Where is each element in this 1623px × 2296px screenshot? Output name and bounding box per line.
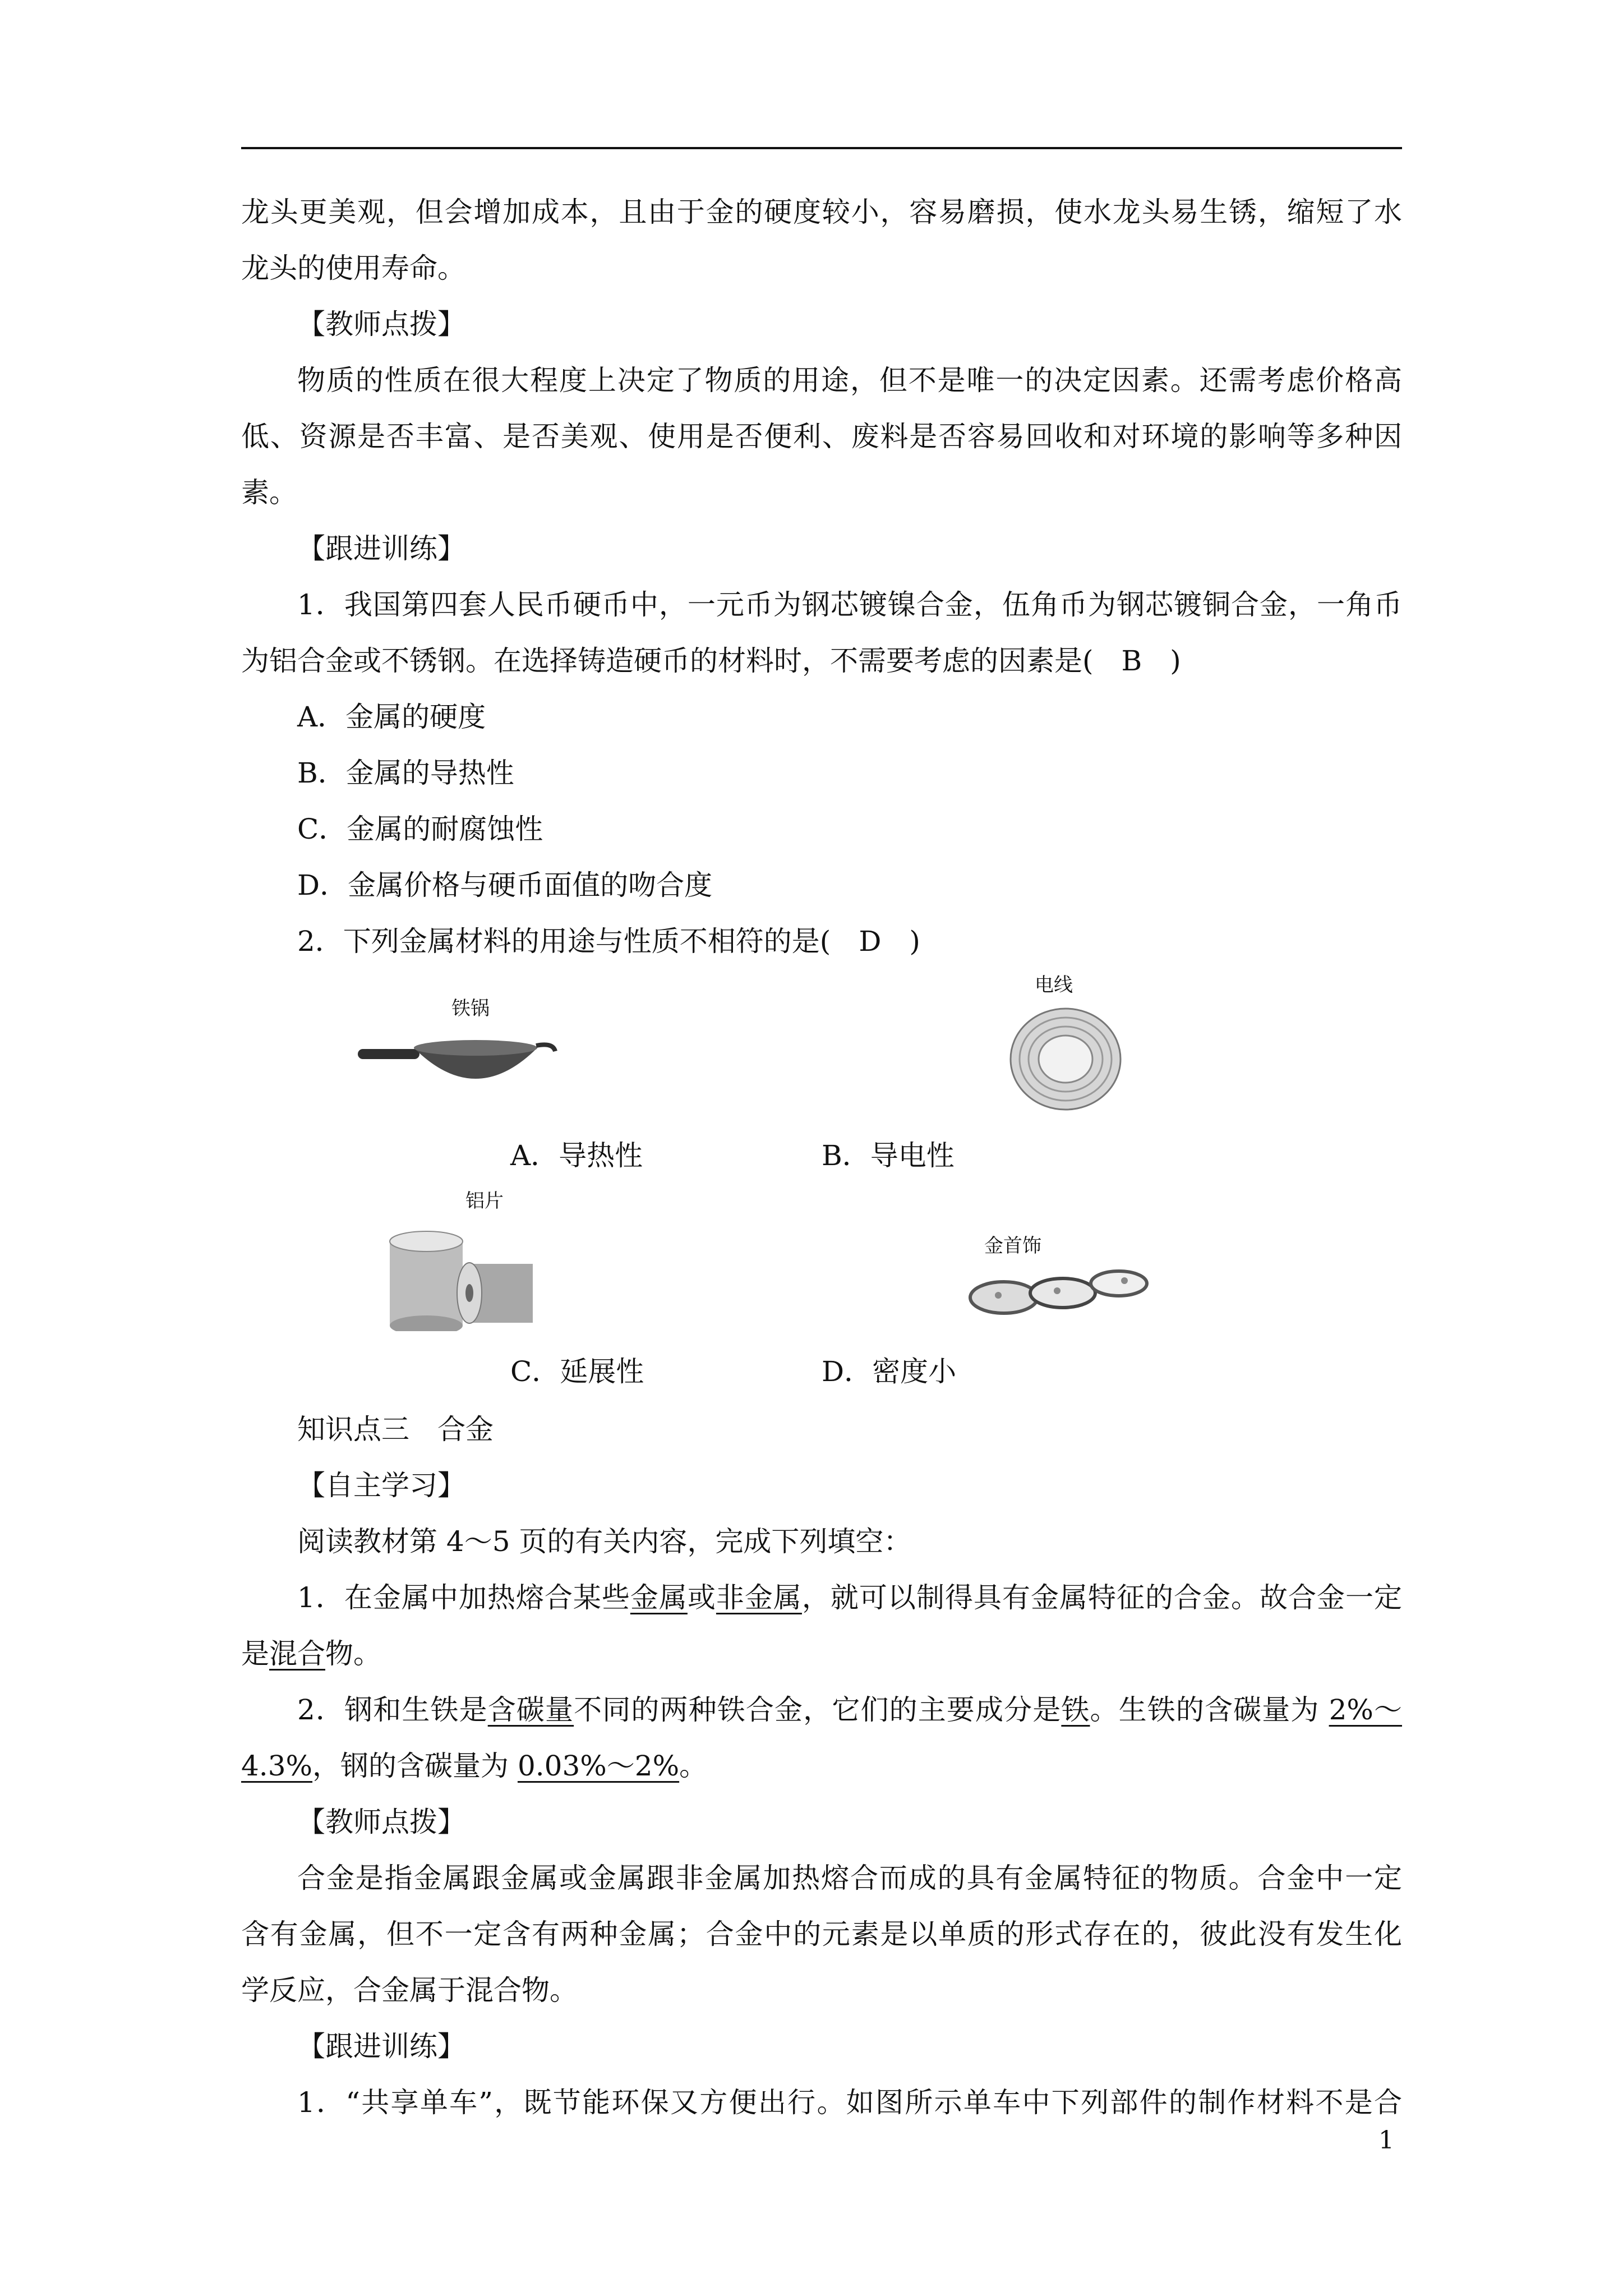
blank-answer: 混合 [269,1637,325,1670]
option-c: C．金属的耐腐蚀性 [297,813,543,845]
figure-row-1 [241,969,1402,1185]
paragraph-line: 龙头更美观，但会增加成本，且由于金的硬度较小，容易磨损，使水龙头易生锈，缩短了水 [241,196,1402,228]
figure-caption: A．导热性 [510,1139,643,1172]
option-d: D．金属价格与硬币面值的吻合度 [297,869,713,901]
section-heading: 【跟进训练】 [297,2030,465,2063]
blank-answer: 含碳量 [487,1694,574,1726]
figure-label: 金首饰 [984,1235,1041,1257]
figure-wok [241,969,746,1185]
paragraph-line: 素。 [241,476,297,509]
paragraph-line: 物质的性质在很大程度上决定了物质的用途，但不是唯一的决定因素。还需考虑价格高 [297,364,1402,397]
question-line: 1．我国第四套人民币硬币中，一元币为钢芯镀镍合金，伍角币为钢芯镀铜合金，一角币 [297,588,1402,621]
blank-answer: 铁 [1061,1694,1090,1726]
option-a: A．金属的硬度 [297,701,486,733]
blank-answer: 4.3% [241,1750,313,1782]
question-line: 2．下列金属材料的用途与性质不相符的是( D ) [297,925,920,958]
fill-blank-line: 是混合物。 [241,1637,381,1670]
figure-row-2 [241,1185,1402,1401]
header-rule [241,147,1402,149]
option-b: B．金属的导热性 [297,757,514,789]
figure-label: 铁锅 [451,997,490,1020]
paragraph-line: 龙头的使用寿命。 [241,252,465,284]
section-heading: 【教师点拨】 [297,1806,465,1838]
knowledge-point-heading: 知识点三 合金 [297,1413,494,1446]
blank-answer: 2%～ [1329,1694,1402,1726]
wire-coil-icon [1007,1003,1124,1115]
paragraph-line: 含有金属，但不一定含有两种金属；合金中的元素是以单质的形式存在的，彼此没有发生化 [241,1918,1402,1950]
fill-blank-line: 2．钢和生铁是含碳量不同的两种铁合金，它们的主要成分是铁。生铁的含碳量为 2%～ [297,1694,1402,1726]
question-line: 为铝合金或不锈钢。在选择铸造硬币的材料时，不需要考虑的因素是( B ) [241,645,1181,677]
page-content [241,184,1402,2131]
section-heading: 【教师点拨】 [297,308,465,341]
figure-caption: D．密度小 [822,1355,957,1388]
blank-answer: 非金属 [716,1581,802,1614]
paragraph-line: 学反应，合金属于混合物。 [241,1974,578,2007]
figure-caption: C．延展性 [510,1355,644,1388]
foil-roll-icon [384,1219,541,1331]
figure-caption: B．导电性 [822,1139,955,1172]
fill-blank-line: 4.3%，钢的含碳量为 0.03%～2%。 [241,1750,708,1782]
figure-foil [241,1185,746,1401]
blank-answer: 0.03%～2% [517,1750,680,1782]
ring-icon [965,1253,1155,1326]
figure-wire [822,969,1326,1185]
figure-jewelry [822,1185,1326,1401]
paragraph-line: 低、资源是否丰富、是否美观、使用是否便利、废料是否容易回收和对环境的影响等多种因 [241,420,1402,453]
figure-label: 铝片 [465,1190,504,1212]
section-heading: 【自主学习】 [297,1469,465,1502]
paragraph-line: 阅读教材第 4～5 页的有关内容，完成下列填空： [297,1525,912,1558]
section-heading: 【跟进训练】 [297,532,465,565]
figure-label: 电线 [1035,974,1073,996]
page-number: 1 [1378,2126,1394,2155]
paragraph-line: 合金是指金属跟金属或金属跟非金属加热熔合而成的具有金属特征的物质。合金中一定 [297,1862,1402,1894]
question-line: 1．“共享单车”，既节能环保又方便出行。如图所示单车中下列部件的制作材料不是合 [297,2086,1402,2119]
blank-answer: 金属 [630,1581,688,1614]
fill-blank-line: 1．在金属中加热熔合某些金属或非金属，就可以制得具有金属特征的合金。故合金一定 [297,1581,1402,1614]
